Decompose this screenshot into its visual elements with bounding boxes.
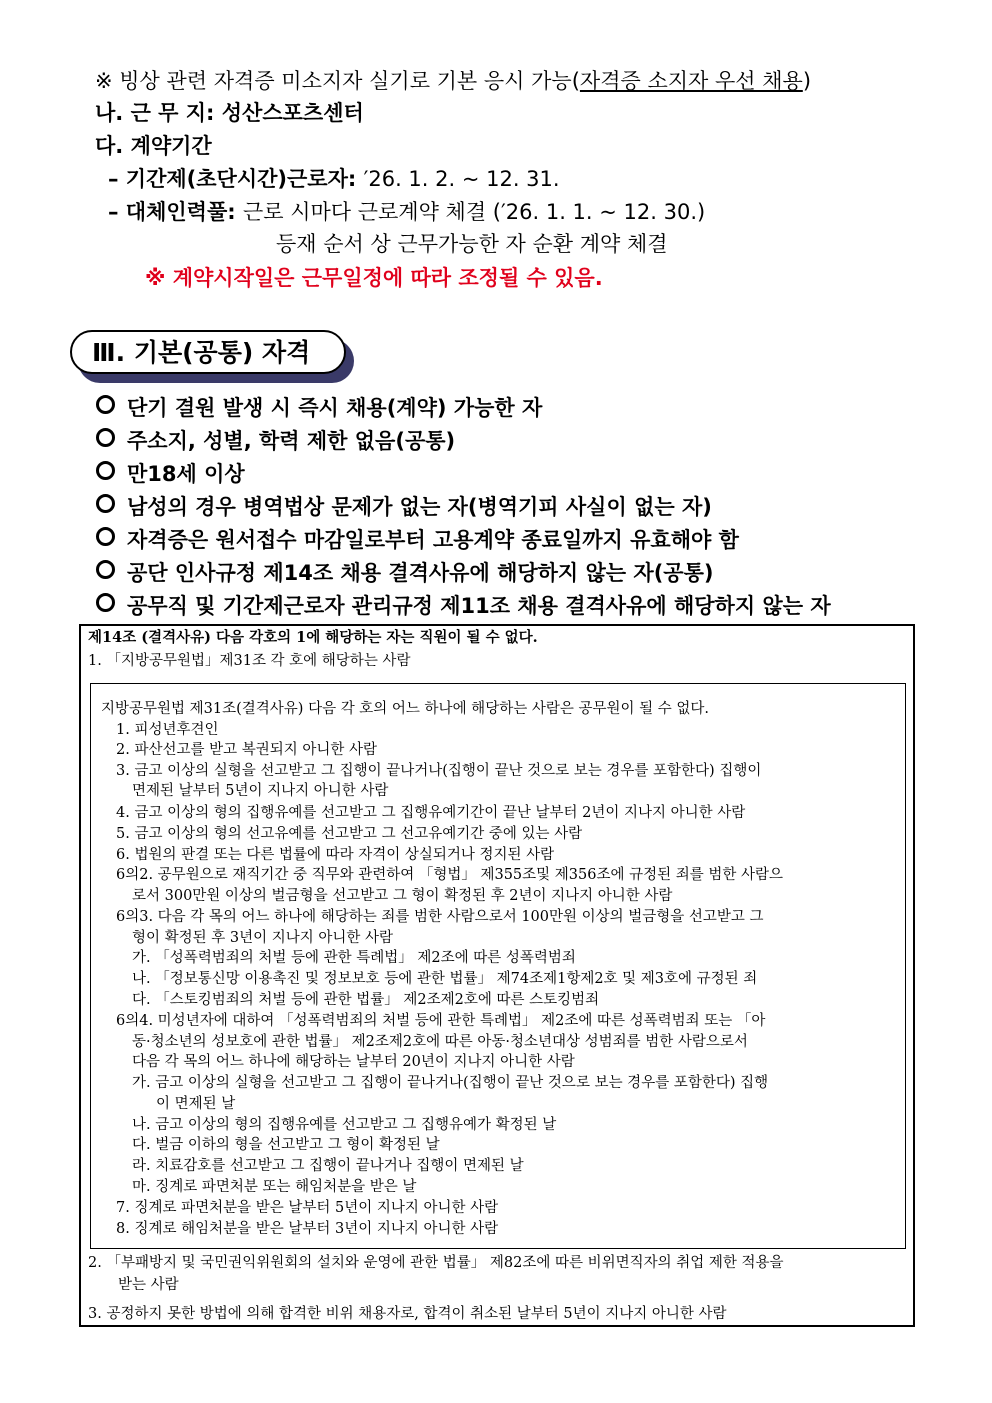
inner-line: 1. 피성년후견인	[116, 722, 219, 738]
inner-line: 나. 「정보통신망 이용촉진 및 정보보호 등에 관한 법률」 제74조제1항제2호 및 제3호에 규정된 죄	[132, 971, 758, 987]
circle-bullet-icon	[96, 593, 115, 612]
inner-line: 로서 300만원 이상의 벌금형을 선고받고 그 형이 확정된 후 2년이 지나지 아니한 사람	[132, 888, 673, 904]
term-worker-line: – 기간제(초단시간)근로자: ′26. 1. 2. ~ 12. 31.	[108, 167, 560, 191]
pool-value: 근로 시마다 근로계약 체결 (′26. 1. 1. ~ 12. 30.)	[242, 200, 706, 224]
circle-bullet-icon	[96, 395, 115, 414]
inner-line: 형이 확정된 후 3년이 지나지 아니한 사람	[132, 930, 393, 946]
circle-bullet-icon	[96, 428, 115, 447]
list-item: 공단 인사규정 제14조 채용 결격사유에 해당하지 않는 자(공통)	[96, 557, 831, 590]
inner-line: 가. 「성폭력범죄의 처벌 등에 관한 특례법」 제2조에 따른 성폭력범죄	[132, 950, 576, 966]
workplace-line: 나. 근 무 지: 성산스포츠센터	[95, 101, 364, 125]
license-note-underlined: 자격증 소지자 우선 채용	[579, 69, 803, 93]
inner-line: 5. 금고 이상의 형의 선고유예를 선고받고 그 선고유예기간 중에 있는 사람	[116, 826, 583, 842]
legal-item-2: 2. 「부패방지 및 국민권익위원회의 설치와 운영에 관한 법률」 제82조에 따른 비위면직자의 취업 제한 적용을	[88, 1255, 784, 1271]
list-item: 단기 결원 발생 시 즉시 채용(계약) 가능한 자	[96, 392, 831, 425]
inner-line: 다음 각 목의 어느 하나에 해당하는 날부터 20년이 지나지 아니한 사람	[132, 1054, 575, 1070]
list-item: 공무직 및 기간제근로자 관리규정 제11조 채용 결격사유에 해당하지 않는 자	[96, 590, 831, 623]
inner-line: 다. 벌금 이하의 형을 선고받고 그 형이 확정된 날	[132, 1137, 440, 1153]
inner-line: 6의3. 다음 각 목의 어느 하나에 해당하는 죄를 범한 사람으로서 100만원 이상의 벌금형을 선고받고 그	[116, 909, 764, 925]
circle-bullet-icon	[96, 461, 115, 480]
contract-start-note: ※ 계약시작일은 근무일정에 따라 조정될 수 있음.	[145, 266, 603, 290]
legal-item-2-cont: 받는 사람	[118, 1277, 179, 1293]
inner-line: 면제된 날부터 5년이 지나지 아니한 사람	[132, 783, 389, 799]
section-heading	[70, 330, 360, 386]
section-heading-box	[70, 330, 346, 374]
inner-line: 마. 징계로 파면처분 또는 해임처분을 받은 날	[132, 1179, 417, 1195]
legal-box-heading: 제14조 (결격사유) 다음 각호의 1에 해당하는 자는 직원이 될 수 없다.	[88, 629, 538, 646]
inner-line: 나. 금고 이상의 형의 집행유예를 선고받고 그 집행유예가 확정된 날	[132, 1117, 557, 1133]
inner-line: 가. 금고 이상의 실형을 선고받고 그 집행이 끝나거나(집행이 끝난 것으로 보는 경우를 포함한다) 집행	[132, 1075, 769, 1091]
workplace-value: 성산스포츠센터	[221, 101, 364, 125]
contract-period-heading: 다. 계약기간	[95, 134, 212, 158]
legal-item-3: 3. 공정하지 못한 방법에 의해 합격한 비위 채용자로, 합격이 취소된 날부터 5년이 지나지 아니한 사람	[88, 1306, 727, 1322]
inner-line: 8. 징계로 해임처분을 받은 날부터 3년이 지나지 아니한 사람	[116, 1221, 499, 1237]
list-item: 자격증은 원서접수 마감일로부터 고용계약 종료일까지 유효해야 함	[96, 524, 831, 557]
list-item: 주소지, 성별, 학력 제한 없음(공통)	[96, 425, 831, 458]
inner-line: 다. 「스토킹범죄의 처벌 등에 관한 법률」 제2조제2호에 따른 스토킹범죄	[132, 992, 600, 1008]
inner-line: 4. 금고 이상의 형의 집행유예를 선고받고 그 집행유예기간이 끝난 날부터 2년이 지나지 아니한 사람	[116, 805, 746, 821]
list-item: 남성의 경우 병역법상 문제가 없는 자(병역기피 사실이 없는 자)	[96, 491, 831, 524]
pool-line-2: 등재 순서 상 근무가능한 자 순환 계약 체결	[276, 232, 668, 256]
inner-line: 3. 금고 이상의 실형을 선고받고 그 집행이 끝나거나(집행이 끝난 것으로 보는 경우를 포함한다) 집행이	[116, 763, 762, 779]
qualification-list	[96, 392, 831, 623]
pool-line: – 대체인력풀: 근로 시마다 근로계약 체결 (′26. 1. 1. ~ 12. 30.)	[108, 200, 706, 224]
circle-bullet-icon	[96, 527, 115, 546]
circle-bullet-icon	[96, 494, 115, 513]
inner-line: 6. 법원의 판결 또는 다른 법률에 따라 자격이 상실되거나 정지된 사람	[116, 847, 555, 863]
term-worker-value: ′26. 1. 2. ~ 12. 31.	[363, 167, 560, 191]
inner-line: 2. 파산선고를 받고 복권되지 아니한 사람	[116, 742, 377, 758]
inner-line: 동·청소년의 성보호에 관한 법률」 제2조제2호에 따른 아동·청소년대상 성범죄를 범한 사람으로서	[132, 1034, 748, 1050]
inner-line: 라. 치료감호를 선고받고 그 집행이 끝나거나 집행이 면제된 날	[132, 1158, 524, 1174]
license-note: ※ 빙상 관련 자격증 미소지자 실기로 기본 응시 가능(자격증 소지자 우선 채용)	[95, 69, 812, 93]
legal-item-1: 1. 「지방공무원법」제31조 각 호에 해당하는 사람	[88, 653, 411, 669]
inner-line: 6의4. 미성년자에 대하여 「성폭력범죄의 처벌 등에 관한 특례법」 제2조에 따른 성폭력범죄 또는 「아	[116, 1013, 766, 1029]
section-title: Ⅲ. 기본(공통) 자격	[92, 338, 311, 367]
list-item: 만18세 이상	[96, 458, 831, 491]
inner-line: 지방공무원법 제31조(결격사유) 다음 각 호의 어느 하나에 해당하는 사람은 공무원이 될 수 없다.	[101, 701, 709, 717]
inner-line: 7. 징계로 파면처분을 받은 날부터 5년이 지나지 아니한 사람	[116, 1200, 499, 1216]
circle-bullet-icon	[96, 560, 115, 579]
inner-line: 이 면제된 날	[156, 1096, 236, 1112]
inner-line: 6의2. 공무원으로 재직기간 중 직무와 관련하여 「형법」 제355조및 제356조에 규정된 죄를 범한 사람으	[116, 867, 783, 883]
